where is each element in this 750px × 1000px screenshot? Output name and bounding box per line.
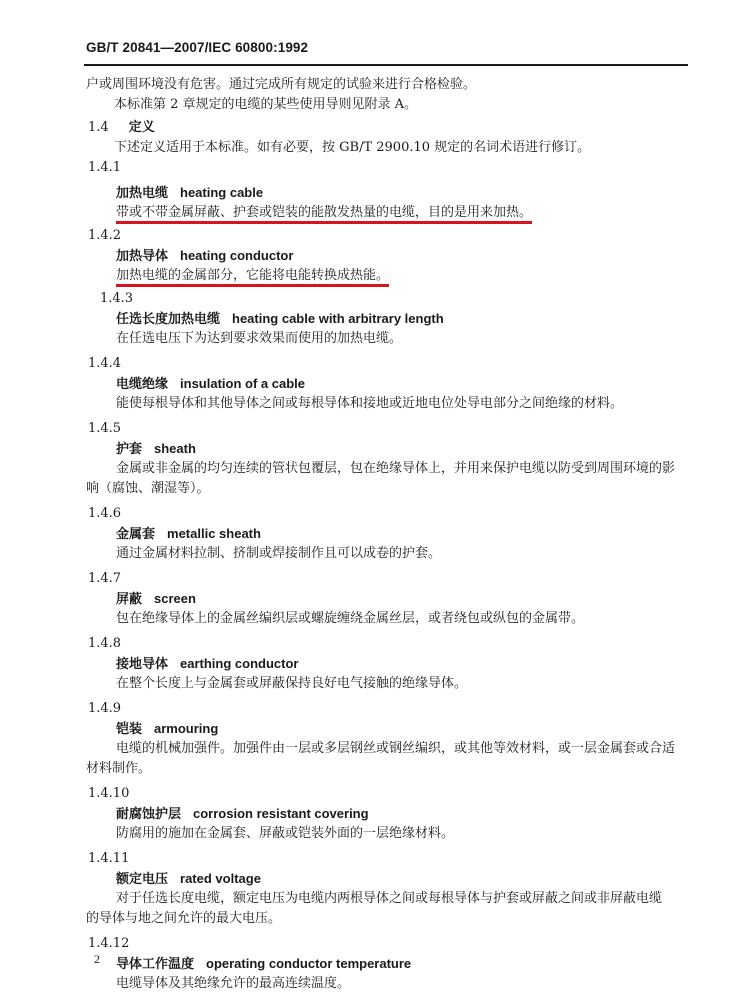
definition-line: 材料制作。 (86, 761, 152, 776)
document-body (86, 75, 706, 994)
term-cn: 屏蔽 (116, 592, 143, 607)
term-cn: 铠装 (116, 722, 143, 737)
definition-number-3: 1.4.3 (100, 291, 134, 306)
term-en: rated voltage (180, 871, 261, 886)
definition-number-5: 1.4.5 (88, 421, 122, 436)
page-header-standard-id: GB/T 20841—2007/IEC 60800:1992 (86, 40, 309, 55)
definition-term-9 (86, 719, 706, 739)
definition-number-7: 1.4.7 (88, 571, 122, 586)
definition-text-5 (86, 459, 706, 499)
definition-line: 对于任选长度电缆，额定电压为电缆内两根导体之间或每根导体与护套或屏蔽之间或非屏蔽电缆 (116, 891, 663, 906)
definition-line: 响（腐蚀、潮湿等）。 (86, 481, 210, 496)
term-cn: 金属套 (116, 527, 156, 542)
highlighted-definition: 加热电缆的金属部分，它能将电能转换成热能。 (116, 268, 389, 287)
term-cn: 加热导体 (116, 249, 169, 264)
definition-term-11 (86, 869, 706, 889)
definition-number-1: 1.4.1 (88, 160, 122, 175)
definition-text-4: 能使每根导体和其他导体之间或每根导体和接地或近地电位处导电部分之间绝缘的材料。 (116, 396, 624, 411)
definition-term-6 (86, 524, 706, 544)
term-cn: 耐腐蚀护层 (116, 807, 182, 822)
definition-number-8: 1.4.8 (88, 636, 122, 651)
definition-text-12: 电缆导体及其绝缘允许的最高连续温度。 (116, 976, 351, 991)
term-en: heating conductor (180, 248, 294, 263)
definition-text-10: 防腐用的施加在金属套、屏蔽或铠装外面的一层绝缘材料。 (116, 826, 455, 841)
term-cn: 护套 (116, 442, 143, 457)
term-cn: 接地导体 (116, 657, 169, 672)
definition-number-11: 1.4.11 (88, 851, 130, 866)
definition-number-2: 1.4.2 (88, 228, 122, 243)
term-cn: 额定电压 (116, 872, 169, 887)
header-rule (84, 64, 688, 66)
term-en: operating conductor temperature (206, 956, 412, 971)
definition-line: 的导体与地之间允许的最大电压。 (86, 911, 282, 926)
definition-text-9 (86, 739, 706, 779)
definition-number-10: 1.4.10 (88, 786, 130, 801)
definition-term-7 (86, 589, 706, 609)
definition-number-9: 1.4.9 (88, 701, 122, 716)
term-cn: 加热电缆 (116, 186, 169, 201)
definition-line: 金属或非金属的均匀连续的管状包覆层，包在绝缘导体上，并用来保护电缆以防受到周围环境的影 (116, 461, 676, 476)
definition-term-3 (86, 309, 706, 329)
term-cn: 电缆绝缘 (116, 377, 169, 392)
definition-term-1 (86, 183, 706, 203)
section-number: 1.4 (88, 120, 109, 135)
section-title: 定义 (128, 120, 155, 135)
definition-text-3: 在任选电压下为达到要求效果而使用的加热电缆。 (116, 331, 403, 346)
definition-text-1 (86, 203, 706, 223)
definition-text-7: 包在绝缘导体上的金属丝编织层或螺旋缠绕金属丝层，或者绕包或纵包的金属带。 (116, 611, 585, 626)
term-en: metallic sheath (167, 526, 261, 541)
definition-text-8: 在整个长度上与金属套或屏蔽保持良好电气接触的绝缘导体。 (116, 676, 468, 691)
page-number: 2 (94, 952, 100, 966)
definition-term-10 (86, 804, 706, 824)
definition-text-2 (86, 266, 706, 286)
term-en: screen (154, 591, 196, 606)
section-description: 下述定义适用于本标准。如有必要，按 GB/T 2900.10 规定的名词术语进行修订。 (114, 140, 591, 155)
highlighted-definition: 带或不带金属屏蔽、护套或铠装的能散发热量的电缆，目的是用来加热。 (116, 205, 532, 224)
definition-number-12: 1.4.12 (88, 936, 130, 951)
term-en: heating cable (180, 185, 264, 200)
definition-term-5 (86, 439, 706, 459)
intro-line-1: 户或周围环境没有危害。通过完成所有规定的试验来进行合格检验。 (86, 77, 477, 92)
definition-line: 电缆的机械加强件。加强件由一层或多层钢丝或钢丝编织，或其他等效材料，或一层金属套或合适 (116, 741, 676, 756)
definition-term-4 (86, 374, 706, 394)
definition-text-6: 通过金属材料拉制、挤制或焊接制作且可以成卷的护套。 (116, 546, 442, 561)
definition-text-11 (86, 889, 706, 929)
term-en: sheath (154, 441, 196, 456)
definition-term-12 (86, 954, 706, 974)
definition-number-4: 1.4.4 (88, 356, 122, 371)
term-en: heating cable with arbitrary length (232, 311, 444, 326)
definition-term-8 (86, 654, 706, 674)
term-en: armouring (154, 721, 219, 736)
term-en: corrosion resistant covering (193, 806, 369, 821)
definition-term-2 (86, 246, 706, 266)
term-en: earthing conductor (180, 656, 299, 671)
definition-number-6: 1.4.6 (88, 506, 122, 521)
term-en: insulation of a cable (180, 376, 305, 391)
term-cn: 任选长度加热电缆 (116, 312, 221, 327)
section-heading (86, 118, 706, 138)
intro-line-2: 本标准第 2 章规定的电缆的某些使用导则见附录 A。 (114, 97, 418, 112)
term-cn: 导体工作温度 (116, 957, 195, 972)
